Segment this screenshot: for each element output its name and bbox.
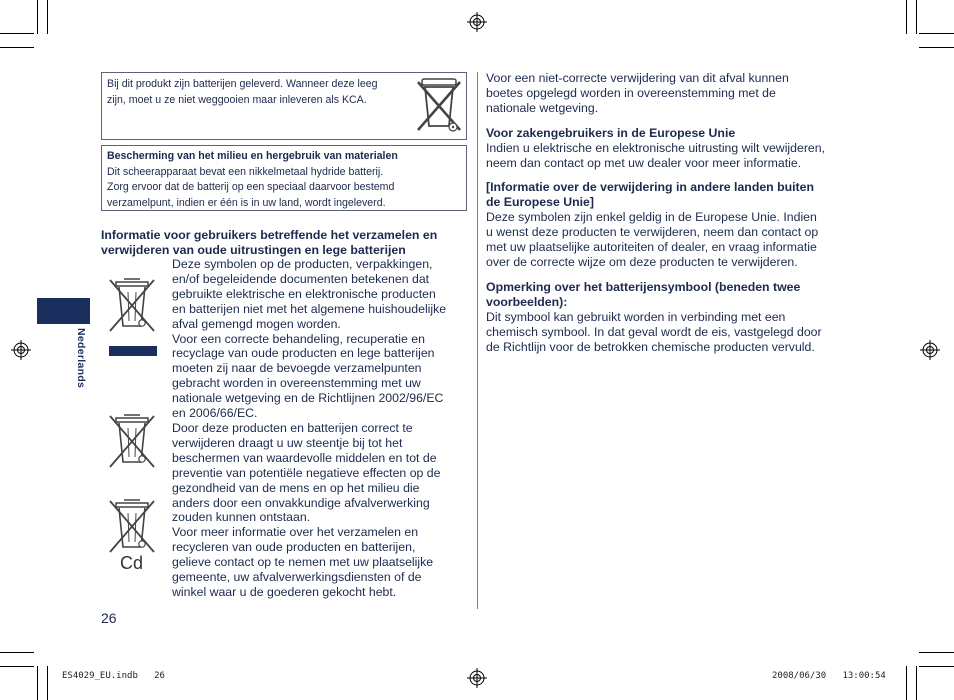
body-line: verwijderen draagt u uw steentje bij tot het <box>172 435 403 450</box>
crossed-bin-cd-icon <box>104 497 160 555</box>
body-line: en 2006/66/EC. <box>172 406 258 421</box>
body-line: Voor een correcte behandeling, recuperatie en <box>172 331 425 346</box>
body-line: recycleren van oude producten en batterijen, <box>172 540 416 555</box>
business-heading: Voor zakengebruikers in de Europese Unie <box>486 125 736 140</box>
footer-file: ES4029_EU.indb 26 <box>62 671 165 681</box>
environment-box <box>101 145 467 211</box>
battery-symbol-line: de Richtlijn voor de betrokken chemische producten vervuld. <box>486 339 815 354</box>
body-line: gelieve contact op te nemen met uw plaatselijke <box>172 555 434 570</box>
environment-line: verzamelpunt, indien er één is in uw land, wordt ingeleverd. <box>107 196 386 209</box>
business-line: neem dan contact op met uw dealer voor meer informatie. <box>486 155 802 170</box>
body-line: afval gemengd mogen worden. <box>172 316 341 331</box>
language-marker <box>109 346 157 356</box>
environment-title: Bescherming van het milieu en hergebruik van materialen <box>107 150 398 162</box>
outside-eu-line: u wenst deze producten te verwijderen, neem dan contact op <box>486 225 819 240</box>
cd-symbol-label: Cd <box>120 553 144 573</box>
outside-eu-heading: [Informatie over de verwijdering in andere landen buiten <box>486 180 814 195</box>
body-line: nationale wetgeving en de Richtlijnen 2002/96/EC <box>172 391 444 406</box>
body-line: gezondheid van de mens en op het milieu die <box>172 480 420 495</box>
body-line: gebruikte elektrische en elektronische producten <box>172 286 436 301</box>
battery-symbol-heading: Opmerking over het batterijensymbool (beneden twee <box>486 279 801 294</box>
body-line: beschermen van waardevolle middelen en tot de <box>172 450 437 465</box>
crossed-bin-icon <box>104 412 160 470</box>
body-line: Deze symbolen op de producten, verpakkingen, <box>172 257 433 271</box>
body-line: en batterijen niet met het algemene huishoudelijke <box>172 301 447 316</box>
body-line: recyclage van oude producten en lege batterijen <box>172 346 435 361</box>
body-line: en/of begeleidende documenten betekenen dat <box>172 271 430 286</box>
battery-notice-box <box>101 72 467 140</box>
intro-line: nationale wetgeving. <box>486 100 599 115</box>
language-tab <box>37 298 90 324</box>
language-label: Nederlands <box>75 328 87 389</box>
body-line: zouden kunnen ontstaan. <box>172 510 311 525</box>
body-line: Door deze producten en batterijen correct te <box>172 420 413 435</box>
intro-line: Voor een niet-correcte verwijdering van dit afval kunnen <box>486 71 789 85</box>
body-line: anders door een onvakkundige afvalverwerking <box>172 495 430 510</box>
outside-eu-line: Deze symbolen zijn enkel geldig in de Europese Unie. Indien <box>486 210 817 225</box>
environment-line: Zorg ervoor dat de batterij op een speciaal daarvoor bestemd <box>107 181 395 193</box>
outside-eu-line: met uw plaatselijke autoriteiten of dealer, en vraag informatie <box>486 240 817 255</box>
body-line: preventie van potentiële negatieve effecten op de <box>172 465 441 480</box>
page-number: 26 <box>101 610 117 626</box>
outside-eu-line: over de correcte wijze om deze producten te verwijderen. <box>486 254 798 269</box>
registration-mark-right-icon <box>920 340 940 360</box>
registration-mark-left-icon <box>11 340 31 360</box>
battery-symbol-heading: voorbeelden): <box>486 294 568 309</box>
crossed-bin-icon <box>104 276 160 334</box>
body-line: gemeente, uw afvalverwerkingsdiensten of de <box>172 570 422 585</box>
environment-line: Dit scheerapparaat bevat een nikkelmetaal hydride batterij. <box>107 165 384 178</box>
body-line: moeten zij naar de bevoegde verzamelpunten <box>172 361 422 376</box>
body-line: winkel waar u de goederen gekocht hebt. <box>172 584 397 599</box>
body-line: gebracht worden in overeenstemming met uw <box>172 376 421 391</box>
footer-datetime: 2008/06/30 13:00:54 <box>772 671 886 681</box>
battery-notice-text: Bij dit produkt zijn batterijen geleverd. Wanneer deze leeg zijn, moet u ze niet weggooien maar inleveren als KCA. <box>107 78 378 106</box>
right-column <box>486 71 866 354</box>
outside-eu-heading: de Europese Unie] <box>486 195 594 210</box>
body-line: Voor meer informatie over het verzamelen en <box>172 525 419 540</box>
registration-mark-bottom-icon <box>467 668 487 688</box>
intro-line: boetes opgelegd worden in overeenstemming met de <box>486 85 776 100</box>
battery-symbol-line: chemisch symbool. In dat geval wordt de eis, vastgelegd door <box>486 324 822 339</box>
battery-symbol-line: Dit symbool kan gebruikt worden in verbinding met een <box>486 309 786 324</box>
kca-bin-icon <box>416 76 462 134</box>
disposal-body <box>172 257 472 600</box>
column-divider <box>477 72 478 609</box>
disposal-heading <box>101 228 471 258</box>
disposal-heading-line: verwijderen van oude uitrustingen en lege batterijen <box>101 242 406 257</box>
disposal-heading-line: Informatie voor gebruikers betreffende het verzamelen en <box>101 228 438 242</box>
registration-mark-top-icon <box>467 12 487 32</box>
business-line: Indien u elektrische en elektronische uitrusting wilt vewijderen, <box>486 140 826 155</box>
